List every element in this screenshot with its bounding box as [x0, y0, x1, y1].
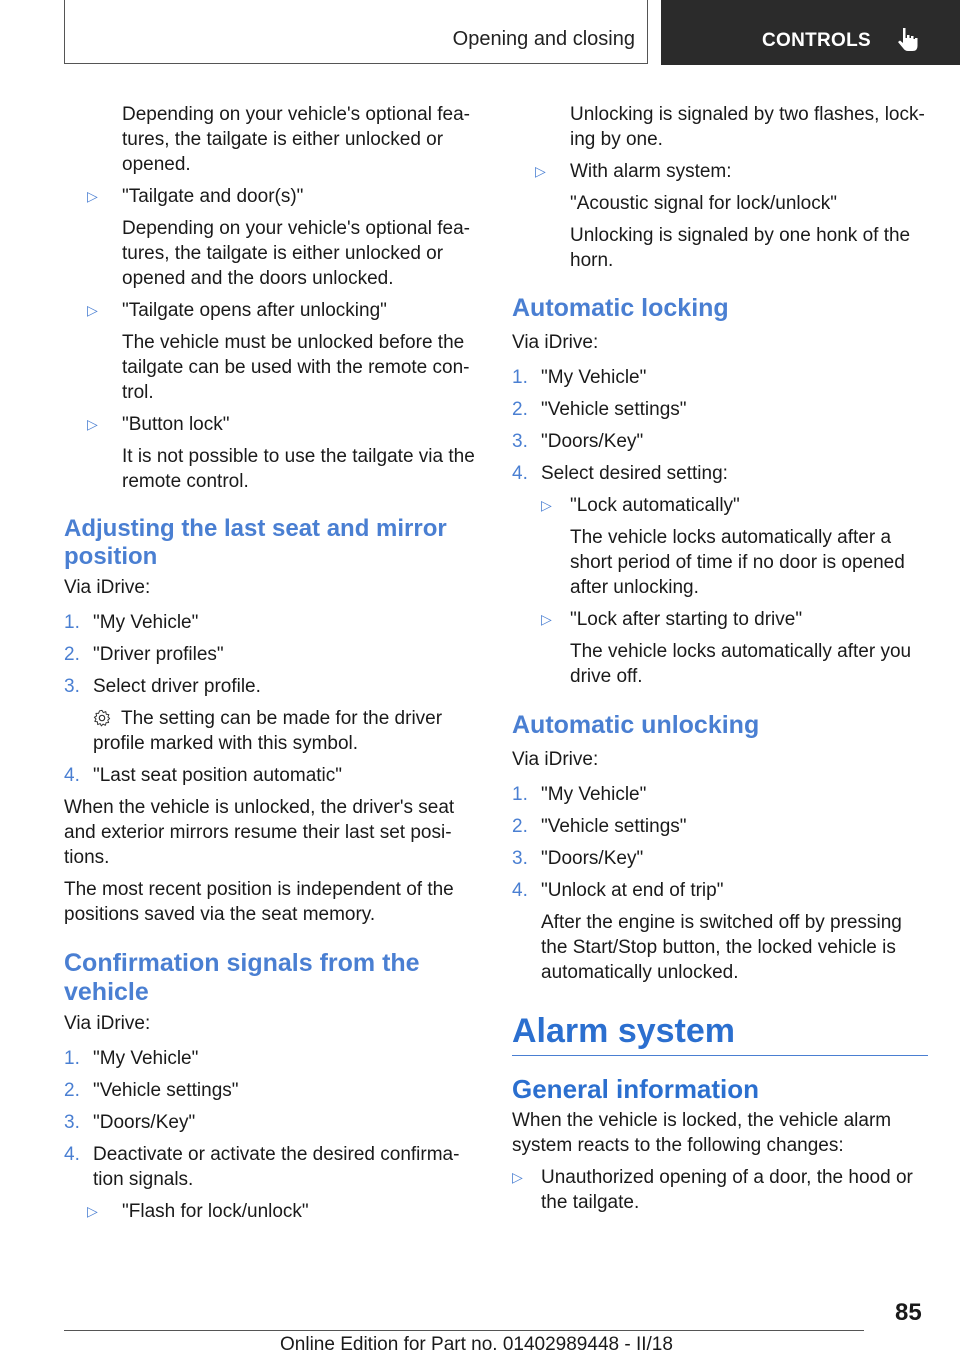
step-number: 3.: [512, 431, 528, 452]
step-note: The setting can be made for the driver profile marked with this symbol.: [93, 708, 443, 754]
step-item: [512, 461, 928, 689]
step-text: Select driver profile.: [93, 676, 261, 697]
bullet-item: [512, 1165, 928, 1215]
step-text: "Vehicle settings": [541, 399, 687, 420]
bullet-description: The vehicle must be unlocked before the tailgate can be used with the remote con‐ trol.: [122, 332, 470, 403]
bullet-item: [64, 412, 480, 494]
footer-divider: [64, 1330, 864, 1331]
step-text: Select desired setting:: [541, 463, 728, 484]
pointing-hand-icon: [893, 24, 923, 54]
right-column: [512, 102, 928, 1222]
step-text: "Doors/Key": [93, 1112, 196, 1133]
step-item: [64, 642, 480, 667]
triangle-bullet-icon: ▷: [541, 611, 552, 627]
triangle-bullet-icon: ▷: [535, 163, 546, 179]
step-number: 1.: [64, 1048, 80, 1069]
left-column: [64, 102, 480, 1231]
step-item: [512, 878, 928, 985]
bullet-item: [64, 184, 480, 291]
step-number: 1.: [512, 784, 528, 805]
triangle-bullet-icon: ▷: [541, 497, 552, 513]
step-item: [512, 814, 928, 839]
via-idrive-label: Via iDrive:: [512, 749, 599, 770]
step-text: "My Vehicle": [541, 784, 647, 805]
triangle-bullet-icon: ▷: [87, 302, 98, 318]
bullet-title: Unauthorized opening of a door, the hood or the tailgate.: [541, 1167, 913, 1213]
step-item: [64, 1142, 480, 1192]
step-number: 2.: [64, 644, 80, 665]
section-title: Opening and closing: [452, 28, 635, 50]
step-text: "Doors/Key": [541, 848, 644, 869]
step-number: 4.: [512, 463, 528, 484]
option-title: "Lock automatically": [570, 495, 740, 516]
paragraph: When the vehicle is unlocked, the driver's seat and exterior mirrors resume their last set posi‐ tions.: [64, 797, 455, 868]
step-number: 2.: [64, 1080, 80, 1101]
step-item: [64, 674, 480, 756]
step-number: 4.: [64, 765, 80, 786]
via-idrive-label: Via iDrive:: [512, 332, 599, 353]
step-text: "Unlock at end of trip": [541, 880, 724, 901]
seat-heading: Adjusting the last seat and mirror position: [64, 515, 447, 570]
automatic-locking-heading: Automatic locking: [512, 294, 729, 322]
automatic-unlocking-heading: Automatic unlocking: [512, 711, 760, 739]
general-information-heading: General information: [512, 1074, 760, 1104]
option-description: The vehicle locks automatically after a short period of time if no door is opened after unlocking.: [570, 527, 905, 598]
step-item: [512, 782, 928, 807]
bullet-description: Depending on your vehicle's optional fea‐ tures, the tailgate is either unlocked or opened and the doors unlocked.: [122, 218, 470, 289]
bullet-title: "Button lock": [122, 414, 230, 435]
bullet-title: With alarm system:: [570, 161, 732, 182]
step-number: 1.: [512, 367, 528, 388]
step-text: "Driver profiles": [93, 644, 224, 665]
option-item: [541, 493, 928, 600]
step-number: 2.: [512, 399, 528, 420]
step-item: [64, 1110, 480, 1135]
triangle-bullet-icon: ▷: [512, 1169, 523, 1185]
bullet-description: It is not possible to use the tailgate via the remote control.: [122, 446, 475, 492]
step-text: Deactivate or activate the desired confirma‐ tion signals.: [93, 1144, 460, 1190]
alarm-system-heading-block: [512, 1011, 928, 1056]
step-text: "Vehicle settings": [541, 816, 687, 837]
step-text: "My Vehicle": [93, 612, 199, 633]
step-number: 4.: [64, 1144, 80, 1165]
bullet-item: [64, 1199, 480, 1224]
confirmation-heading: Confirmation signals from the vehicle: [64, 949, 420, 1006]
step-number: 3.: [64, 1112, 80, 1133]
step-text: "Last seat position automatic": [93, 765, 343, 786]
option-description: The vehicle locks automatically after you drive off.: [570, 641, 912, 687]
step-item: [512, 397, 928, 422]
bullet-title: "Flash for lock/unlock": [122, 1201, 309, 1222]
bullet-title: "Tailgate opens after unlocking": [122, 300, 387, 321]
option-title: "Lock after starting to drive": [570, 609, 803, 630]
triangle-bullet-icon: ▷: [87, 416, 98, 432]
step-text: "My Vehicle": [541, 367, 647, 388]
gear-icon: [93, 709, 111, 727]
step-item: [512, 429, 928, 454]
bullet-item: [64, 298, 480, 405]
step-item: [64, 610, 480, 635]
page-number: 85: [895, 1299, 922, 1326]
intro-paragraph: Depending on your vehicle's optional fea‐ tures, the tailgate is either unlocked or opened.: [122, 104, 470, 175]
step-text: "Doors/Key": [541, 431, 644, 452]
paragraph: The most recent position is independent of the positions saved via the seat memory.: [64, 879, 454, 925]
footer-edition: Online Edition for Part no. 01402989448 - II/18: [280, 1334, 673, 1355]
chapter-title: CONTROLS: [762, 30, 872, 51]
step-item: [64, 763, 480, 788]
via-idrive-label: Via iDrive:: [64, 577, 151, 598]
step-number: 4.: [512, 880, 528, 901]
alarm-system-heading: Alarm system: [512, 1012, 736, 1050]
step-number: 1.: [64, 612, 80, 633]
via-idrive-label: Via iDrive:: [64, 1013, 151, 1034]
bullet-item: [512, 159, 928, 273]
step-text: "My Vehicle": [93, 1048, 199, 1069]
step-number: 3.: [64, 676, 80, 697]
bullet-description: Unlocking is signaled by one honk of the horn.: [570, 225, 911, 271]
step-description: After the engine is switched off by pressing the Start/Stop button, the locked vehicle is automatically unlocked.: [541, 912, 902, 983]
step-item: [512, 846, 928, 871]
triangle-bullet-icon: ▷: [87, 188, 98, 204]
step-number: 3.: [512, 848, 528, 869]
continued-paragraph: Unlocking is signaled by two flashes, lock‐ ing by one.: [570, 104, 925, 150]
step-text: "Vehicle settings": [93, 1080, 239, 1101]
triangle-bullet-icon: ▷: [87, 1203, 98, 1219]
step-item: [512, 365, 928, 390]
step-number: 2.: [512, 816, 528, 837]
bullet-description: "Acoustic signal for lock/unlock": [570, 193, 837, 214]
step-item: [64, 1078, 480, 1103]
step-item: [64, 1046, 480, 1071]
option-item: [541, 607, 928, 689]
bullet-title: "Tailgate and door(s)": [122, 186, 304, 207]
paragraph: When the vehicle is locked, the vehicle alarm system reacts to the following changes:: [512, 1110, 892, 1156]
